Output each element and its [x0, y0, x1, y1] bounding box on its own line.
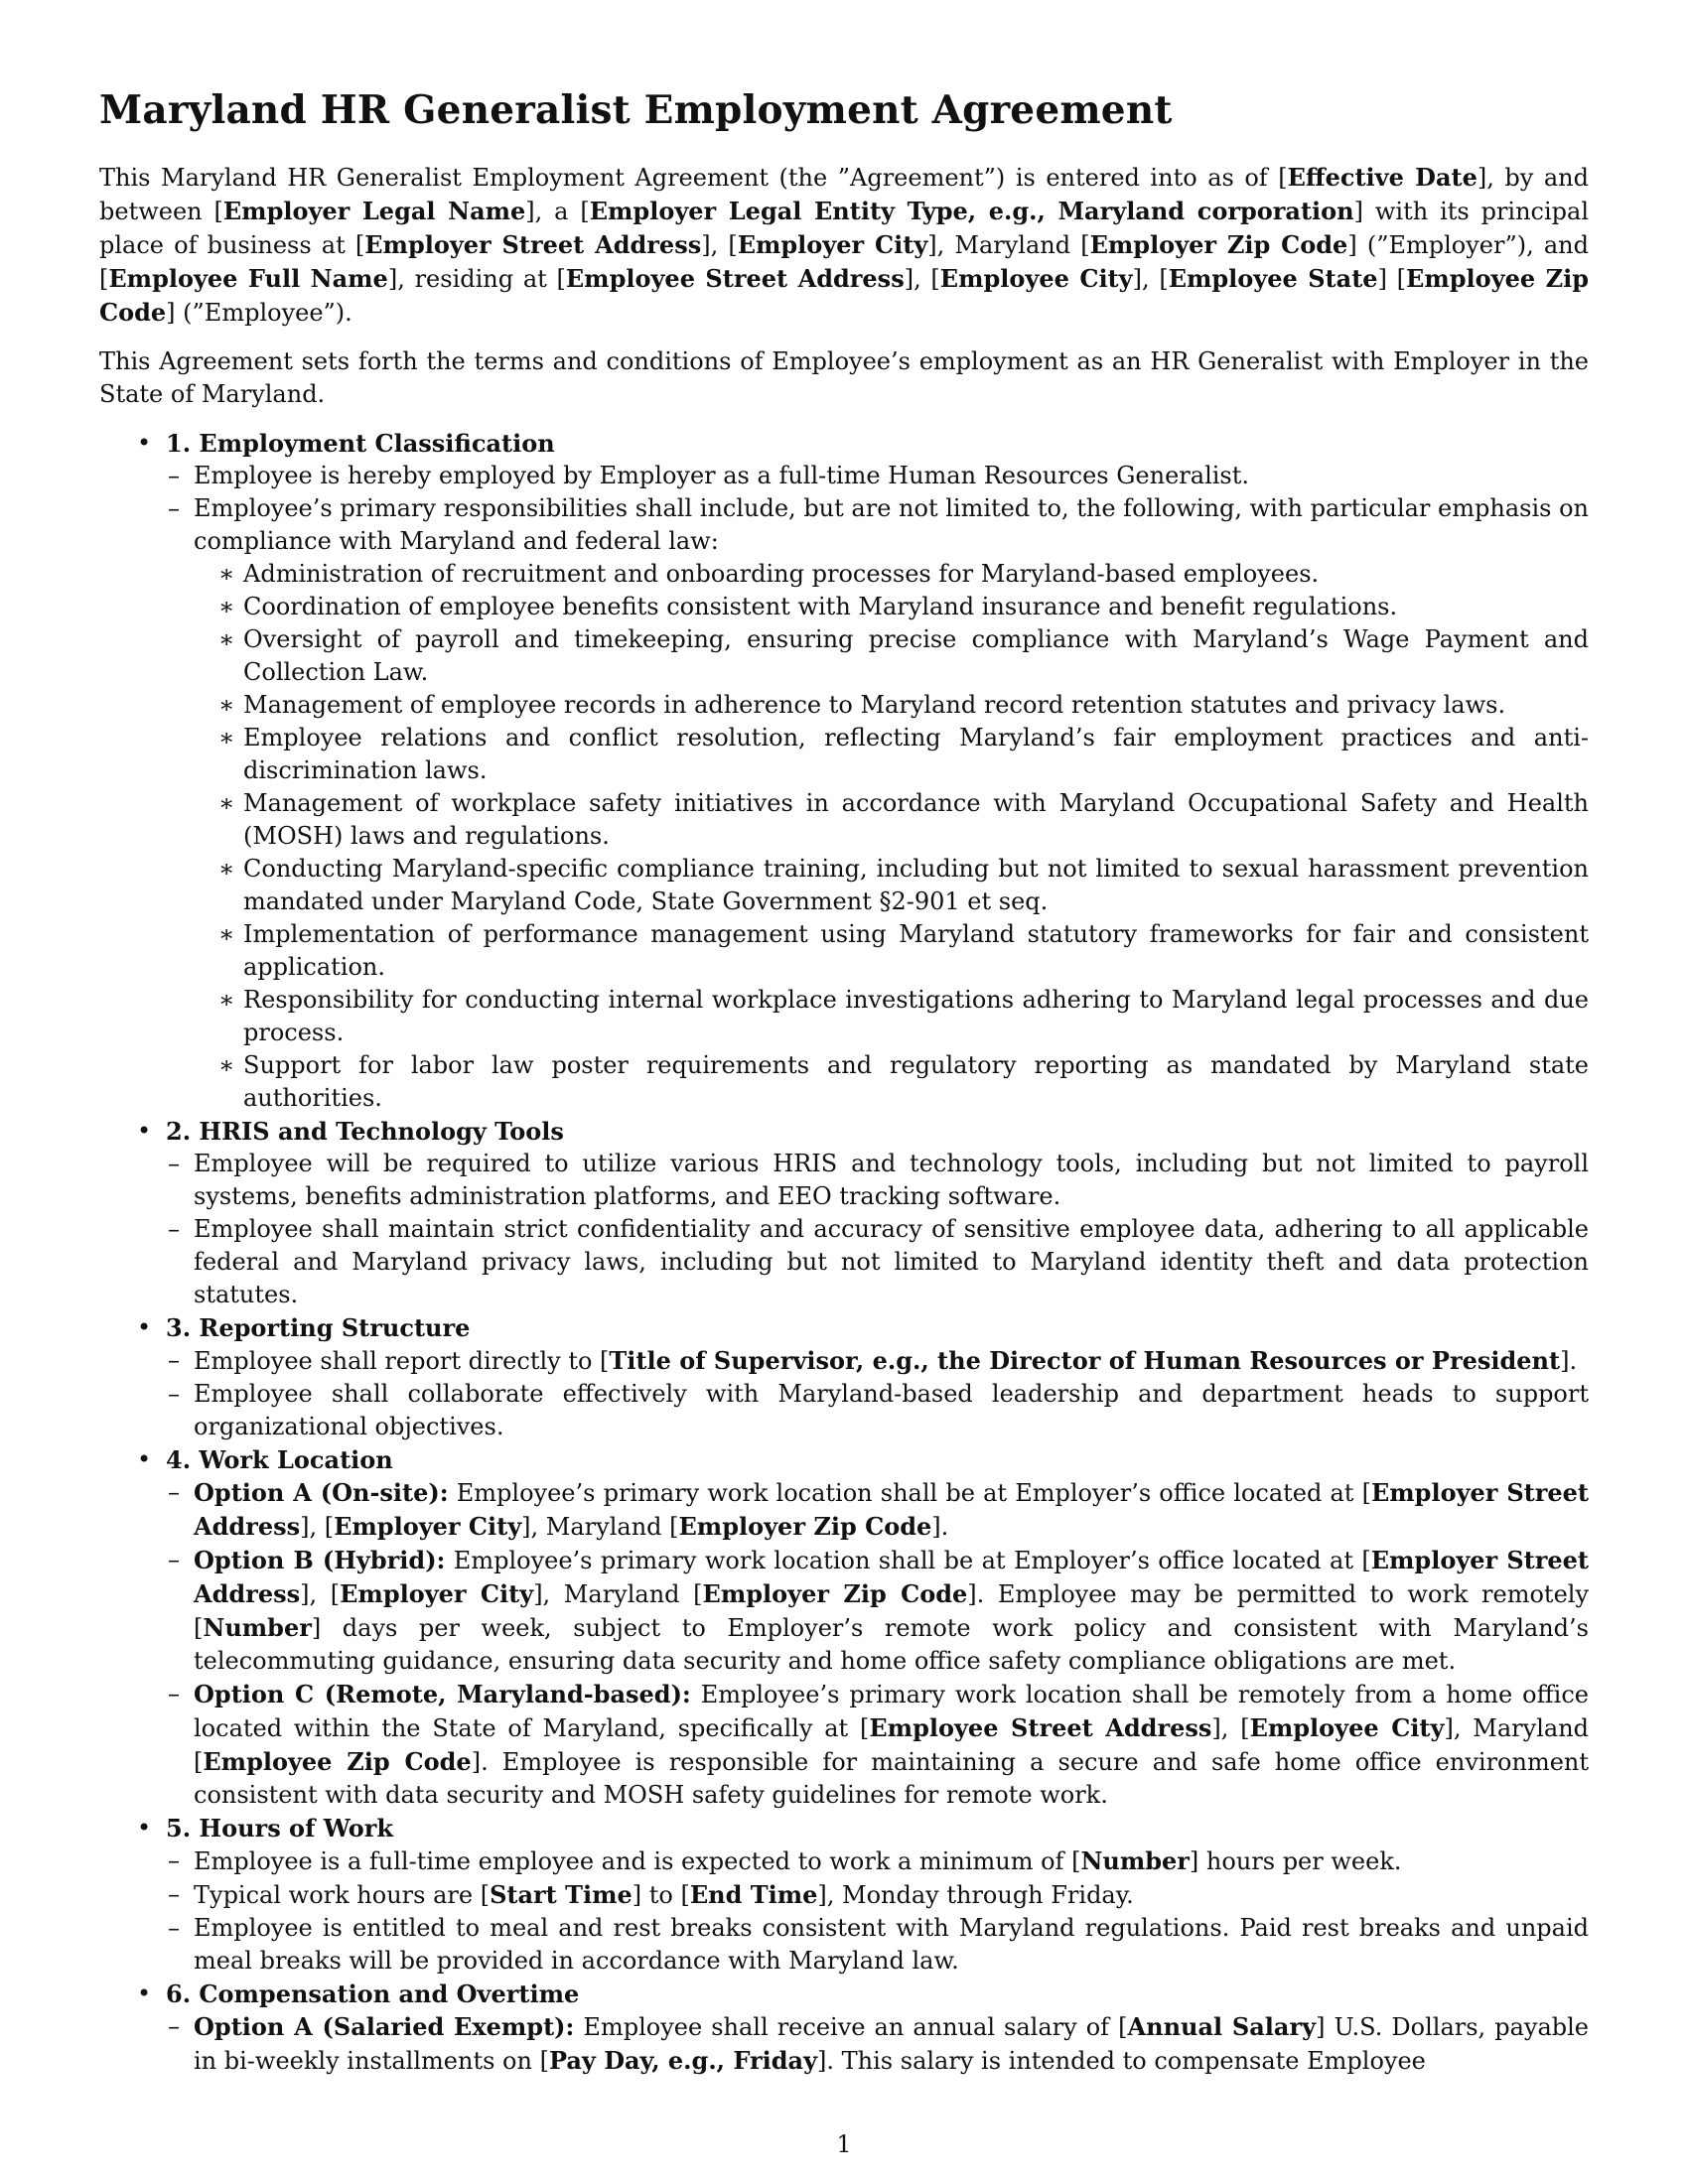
responsibility-item: ∗ Employee relations and conflict resolution, reflecting Maryland’s fair employment practices and anti-discrimination laws.: [194, 722, 1589, 787]
responsibility-list: [194, 558, 1589, 1115]
text-run: Employee shall maintain strict confidentiality and accuracy of sensitive employee data, adhering to all applicable federal and Maryland privacy laws, including but not limited to Maryland identity theft and data protection statutes.: [194, 1215, 1589, 1308]
text-run: ], [: [701, 231, 738, 259]
responsibility-item: ∗ Support for labor law poster requirements and regulatory reporting as mandated by Maryland state authorities.: [194, 1049, 1589, 1115]
text-run: ] with its principal place of business at [: [99, 198, 1590, 259]
section-title: • 1. Employment Classification: [166, 429, 555, 458]
placeholder-field: End Time: [689, 1880, 818, 1909]
document-title: Maryland HR Generalist Employment Agreement: [99, 87, 1173, 133]
section-title: • 4. Work Location: [166, 1445, 393, 1474]
placeholder-field: Employer City: [334, 1512, 522, 1541]
responsibility-item: ∗ Responsibility for conducting internal workplace investigations adhering to Maryland legal processes and due process.: [194, 984, 1589, 1049]
responsibility-item: ∗ Coordination of employee benefits consistent with Maryland insurance and benefit regulations.: [194, 591, 1589, 623]
placeholder-field: Employer Zip Code: [1089, 230, 1348, 259]
text-run: ], a [: [525, 198, 590, 225]
text-run: ] to [: [632, 1881, 690, 1909]
clause-list: [166, 1344, 1589, 1443]
text-run: Employee is a full-time employee and is expected to work a minimum of [: [194, 1847, 1081, 1875]
text-run: ], Monday through Friday.: [817, 1881, 1134, 1909]
text-run: Employee shall receive an annual salary of [: [574, 2013, 1128, 2041]
clause-item: [166, 1213, 1589, 1311]
text-run: ] days per week, subject to Employer’s remote work policy and consistent with Maryland’s telecommuting guidance, ensuring data security and home office safety compliance obligations are met.: [194, 1614, 1589, 1675]
text-run: Employee’s primary work location shall be at Employer’s office located at [: [445, 1547, 1371, 1574]
placeholder-field: Employee City: [939, 264, 1133, 293]
text-run: Employee shall report directly to [: [194, 1347, 610, 1375]
placeholder-field: Number: [203, 1613, 312, 1642]
text-run: Employee’s primary work location shall be at Employer’s office located at [: [448, 1479, 1371, 1507]
clause-list: [166, 460, 1589, 1115]
responsibility-item: ∗ Conducting Maryland-specific compliance training, including but not limited to sexual harassment prevention mandated under Maryland Code, State Government §2-901 et seq.: [194, 853, 1589, 918]
text-run: ], Maryland [: [521, 1513, 679, 1541]
text-run: Employee’s primary work location shall be remotely from a home office located within the State of Maryland, specifically at [: [194, 1681, 1589, 1742]
text-run: ].: [1560, 1347, 1578, 1375]
clause-item: [166, 1544, 1589, 1678]
responsibility-item: ∗ Implementation of performance management using Maryland statutory frameworks for fair and consistent application.: [194, 918, 1589, 984]
placeholder-field: Option C (Remote, Maryland-based):: [194, 1680, 691, 1708]
clause-list: [166, 2010, 1589, 2078]
section-title: • 3. Reporting Structure: [166, 1313, 471, 1342]
text-run: ], [: [300, 1580, 341, 1608]
placeholder-field: Employee Zip Code: [99, 264, 1589, 327]
placeholder-field: Option A (On-site):: [194, 1478, 449, 1507]
text-run: ] hours per week.: [1189, 1847, 1402, 1875]
text-run: Employee is hereby employed by Employer as a full-time Human Resources Generalist.: [194, 462, 1250, 489]
text-run: ].: [931, 1513, 949, 1541]
document-page: [99, 87, 1589, 2078]
text-run: ], [: [300, 1513, 335, 1541]
section-title: • 6. Compensation and Overtime: [166, 1979, 580, 2008]
placeholder-field: Employer Legal Entity Type, e.g., Maryland corporation: [589, 197, 1354, 225]
placeholder-field: Employer Street Address: [364, 230, 702, 259]
responsibility-item: ∗ Administration of recruitment and onboarding processes for Maryland-based employees.: [194, 558, 1589, 591]
clause-item: [166, 1476, 1589, 1544]
text-run: ], Maryland [: [533, 1580, 703, 1608]
text-run: ] (”Employee”).: [166, 299, 352, 327]
text-run: ], [: [1132, 265, 1169, 293]
placeholder-field: Employee Street Address: [565, 264, 905, 293]
text-run: ], Maryland [: [927, 231, 1090, 259]
section-title: • 5. Hours of Work: [166, 1814, 394, 1843]
section-item: [99, 1978, 1589, 2078]
text-run: ]. This salary is intended to compensate Employee: [817, 2047, 1426, 2075]
placeholder-field: Title of Supervisor, e.g., the Director of Human Resources or President: [609, 1346, 1561, 1375]
sections-list: [99, 427, 1589, 2078]
clause-item: [166, 1878, 1589, 1912]
section-item: [99, 1115, 1589, 1311]
placeholder-field: Annual Salary: [1127, 2012, 1317, 2041]
responsibility-item: ∗ Oversight of payroll and timekeeping, ensuring precise compliance with Maryland’s Wage Payment and Collection Law.: [194, 623, 1589, 689]
text-run: This Maryland HR Generalist Employment Agreement (the ”Agreement”) is entered into as of [: [99, 164, 1288, 192]
responsibility-item: ∗ Management of employee records in adherence to Maryland record retention statutes and privacy laws.: [194, 689, 1589, 722]
text-run: Employee’s primary responsibilities shall include, but are not limited to, the following, with particular emphasis on compliance with Maryland and federal law:: [194, 494, 1589, 555]
clause-item: [166, 492, 1589, 1115]
text-run: ], Maryland [: [194, 1714, 1590, 1776]
text-run: ]. Employee may be permitted to work remotely [: [194, 1580, 1590, 1642]
placeholder-field: Option A (Salaried Exempt):: [194, 2012, 575, 2041]
text-run: ]. Employee is responsible for maintaining a secure and safe home office environment consistent with data security and MOSH safety guidelines for remote work.: [194, 1748, 1590, 1809]
section-item: [99, 1311, 1589, 1443]
text-run: Employee is entitled to meal and rest breaks consistent with Maryland regulations. Paid rest breaks and unpaid meal breaks will be provided in accordance with Maryland law.: [194, 1914, 1589, 1975]
text-run: ], [: [1211, 1714, 1250, 1742]
text-run: Employee will be required to utilize various HRIS and technology tools, including but not limited to payroll systems, benefits administration platforms, and EEO tracking software.: [194, 1150, 1589, 1210]
placeholder-field: Pay Day, e.g., Friday: [548, 2046, 818, 2075]
placeholder-field: Number: [1080, 1846, 1190, 1875]
clause-item: [166, 1378, 1589, 1443]
placeholder-field: Employer Street Address: [194, 1478, 1590, 1541]
section-item: [99, 1812, 1589, 1978]
placeholder-field: Start Time: [490, 1880, 633, 1909]
clause-item: [166, 2010, 1589, 2078]
clause-item: [166, 1344, 1589, 1378]
intro-paragraph: [99, 161, 1589, 330]
section-item: [99, 427, 1589, 1115]
clause-item: [166, 1678, 1589, 1812]
text-run: ] U.S. Dollars, payable in bi-weekly installments on [: [194, 2013, 1590, 2075]
placeholder-field: Employee Full Name: [108, 264, 388, 293]
placeholder-field: Employer Zip Code: [702, 1579, 968, 1608]
placeholder-field: Employer City: [737, 230, 928, 259]
placeholder-field: Option B (Hybrid):: [194, 1546, 446, 1574]
page-number: 1: [836, 2130, 852, 2158]
responsibility-item: ∗ Management of workplace safety initiatives in accordance with Maryland Occupational Safety and Health (MOSH) laws and regulations.: [194, 787, 1589, 853]
clause-item: [166, 1844, 1589, 1878]
clause-item: [166, 1912, 1589, 1978]
section-item: [99, 1443, 1589, 1812]
clause-list: [166, 1148, 1589, 1311]
text-run: ], by and between [: [99, 164, 1589, 225]
clause-list: [166, 1476, 1589, 1812]
placeholder-field: Employer City: [340, 1579, 534, 1608]
clause-item: [166, 1148, 1589, 1213]
clause-list: [166, 1844, 1589, 1978]
text-run: Typical work hours are [: [194, 1881, 491, 1909]
placeholder-field: Employer Street Address: [194, 1546, 1590, 1608]
clause-item: [166, 460, 1589, 492]
placeholder-field: Employee State: [1168, 264, 1378, 293]
text-run: ], [: [904, 265, 940, 293]
placeholder-field: Employer Legal Name: [222, 197, 526, 225]
purpose-paragraph: This Agreement sets forth the terms and conditions of Employee’s employment as an HR Generalist with Employer in the State of Maryland.: [99, 347, 1589, 408]
text-run: Employee shall collaborate effectively with Maryland-based leadership and department heads to support organizational objectives.: [194, 1380, 1589, 1440]
placeholder-field: Effective Date: [1287, 163, 1477, 192]
text-run: ], residing at [: [387, 265, 566, 293]
placeholder-field: Employee Zip Code: [203, 1747, 472, 1776]
text-run: ] [: [1377, 265, 1407, 293]
placeholder-field: Employee Street Address: [869, 1713, 1212, 1742]
placeholder-field: Employee City: [1249, 1713, 1445, 1742]
placeholder-field: Employer Zip Code: [678, 1512, 932, 1541]
text-run: ] (”Employer”), and [: [99, 231, 1589, 293]
section-title: • 2. HRIS and Technology Tools: [166, 1117, 564, 1146]
